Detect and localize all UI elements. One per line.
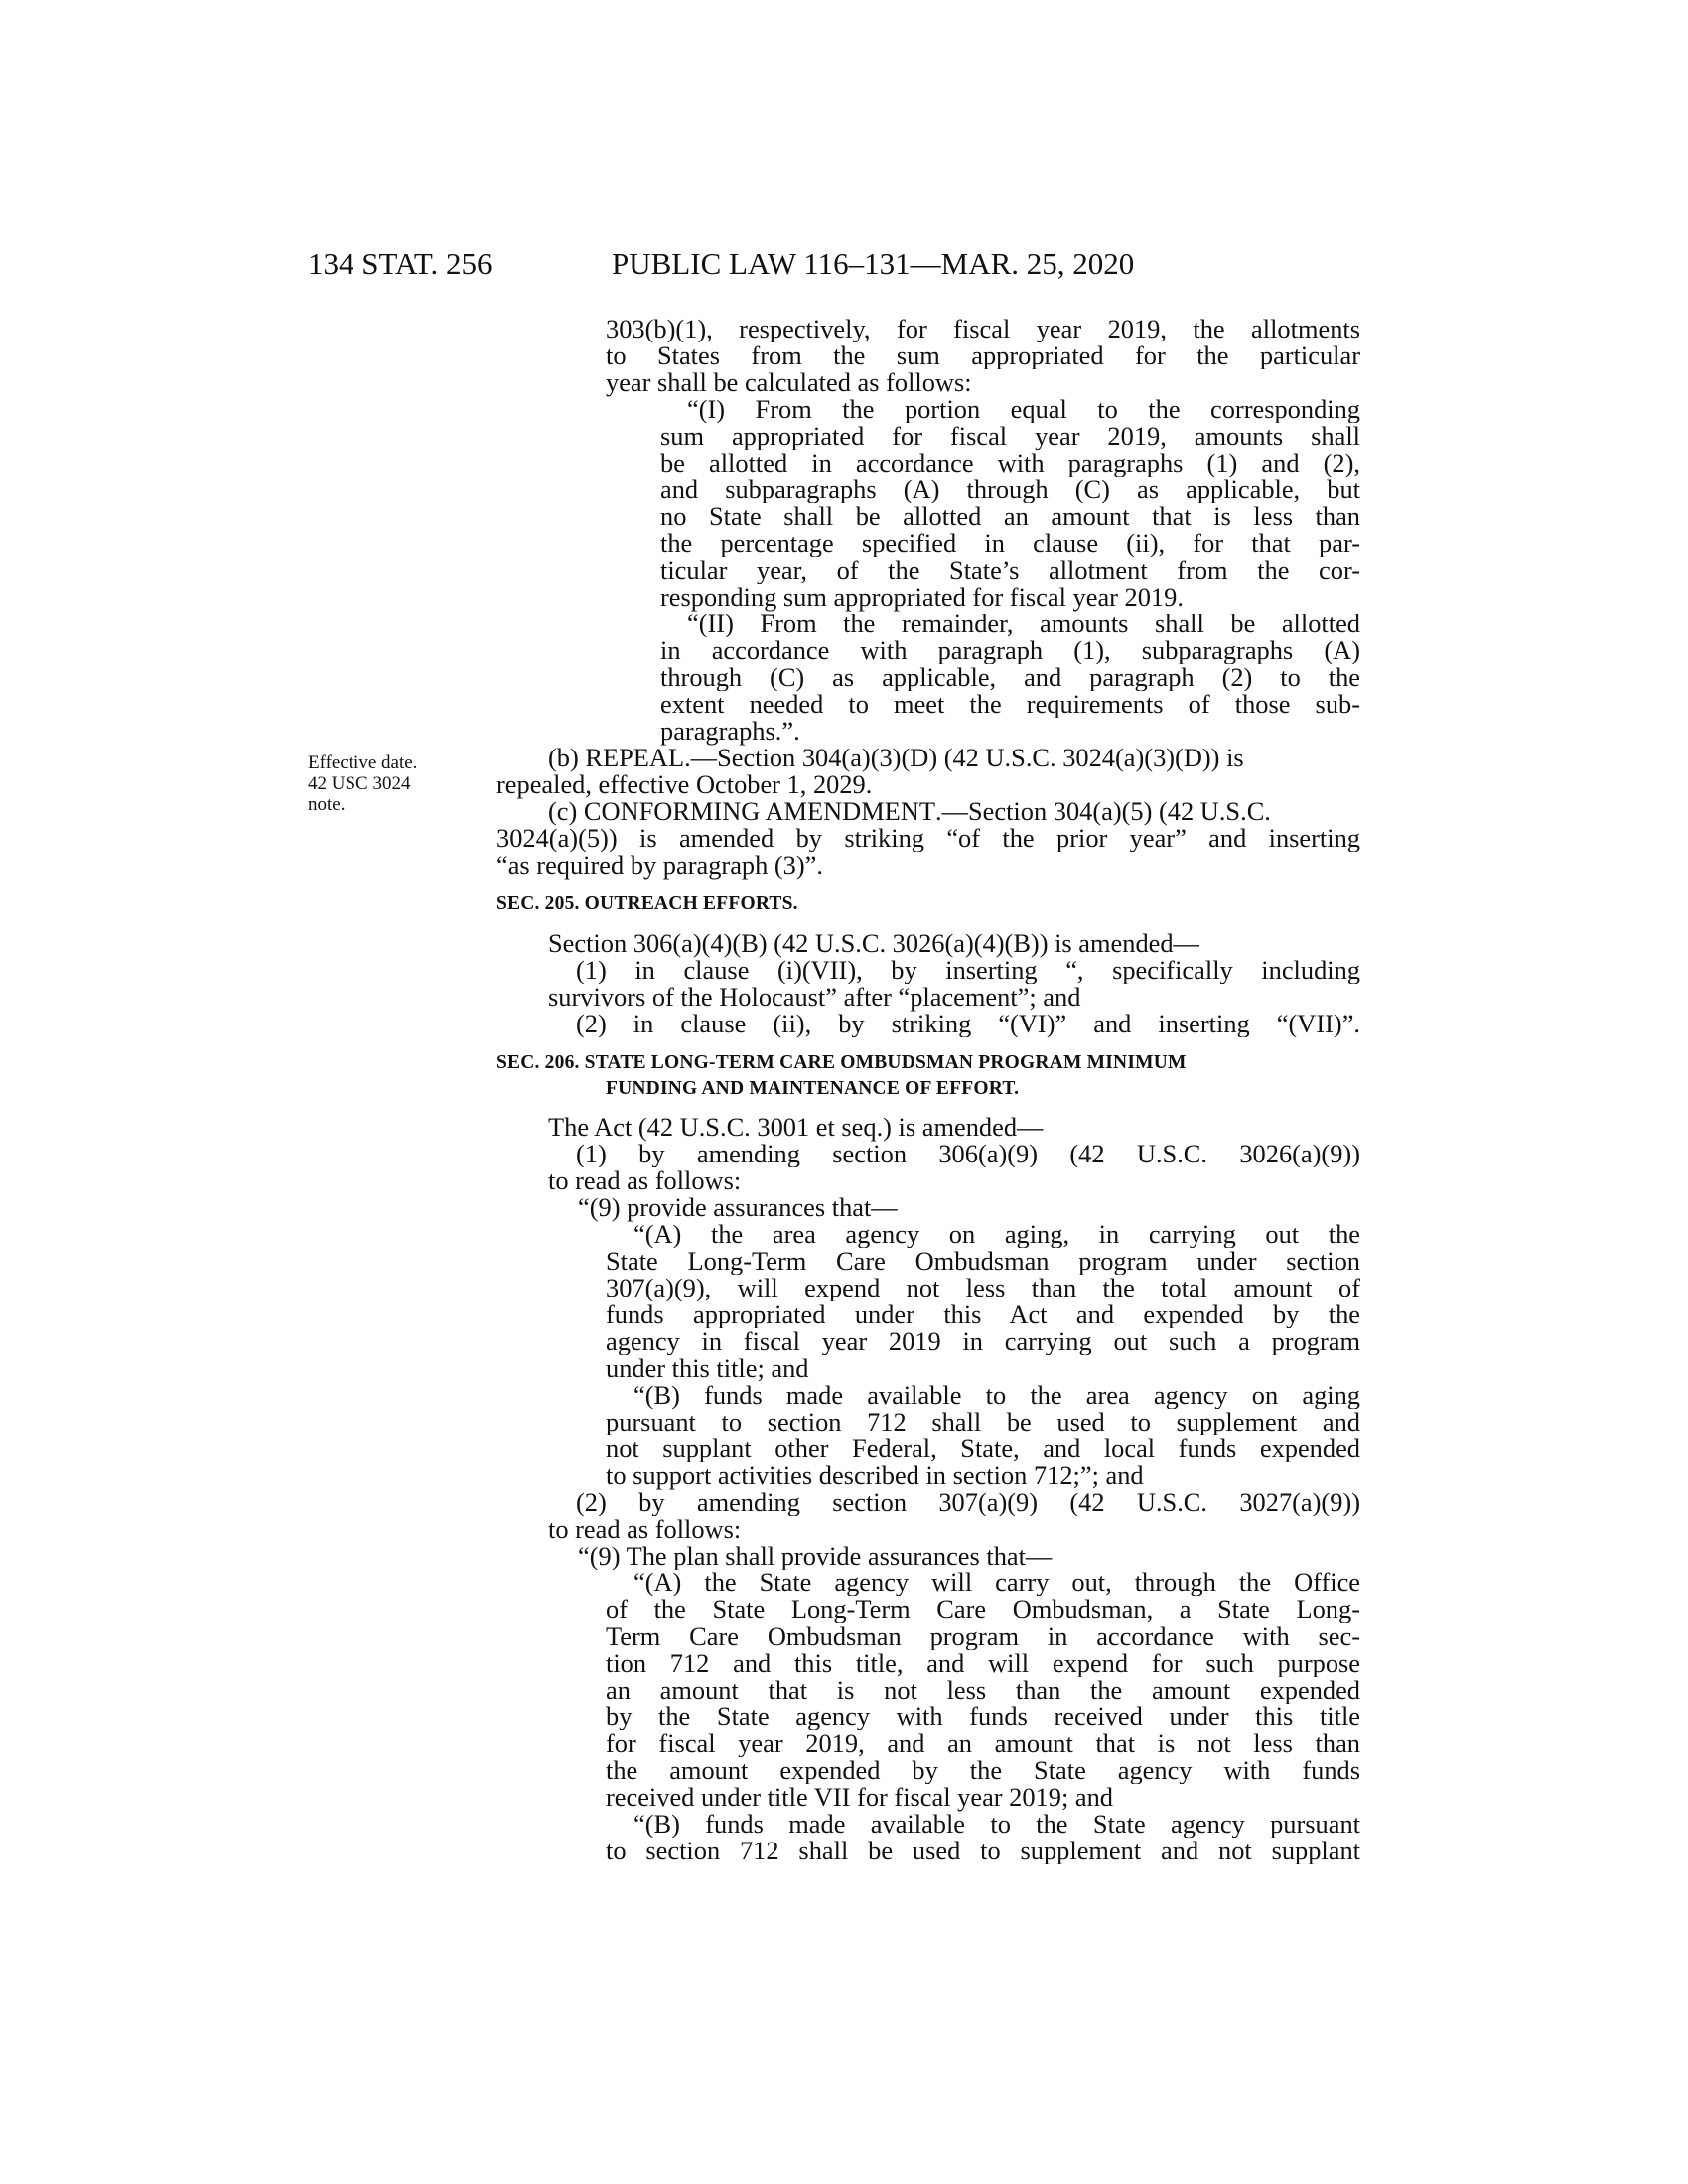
section-heading: FUNDING AND MAINTENANCE OF EFFORT. [606,1078,1020,1099]
margin-note-line: 42 USC 3024 [308,773,411,794]
text-line: “(II) From the remainder, amounts shall be allotted [687,611,1360,637]
text-line: survivors of the Holocaust” after “placement”; and [548,982,1081,1012]
text-line: ticular year, of the State’s allotment from the cor- [660,557,1360,584]
text-line: received under title VII for fiscal year 2019; and [606,1782,1113,1812]
text-line: (1) by amending section 306(a)(9) (42 U.S.C. 3026(a)(9)) [576,1141,1360,1167]
text-line: funds appropriated under this Act and expended by the [606,1301,1360,1328]
text-line: responding sum appropriated for fiscal year 2019. [660,582,1184,612]
text-line: by the State agency with funds received under this title [606,1704,1360,1730]
text-line: through (C) as applicable, and paragraph (2) to the [660,664,1360,691]
text-line: to read as follows: [548,1165,742,1195]
text-line: of the State Long-Term Care Ombudsman, a State Long- [606,1596,1360,1623]
text-line: “(9) The plan shall provide assurances that— [578,1541,1053,1570]
margin-note-line: note. [308,794,346,815]
subsection-text: .—Section 304(a)(3)(D) (42 U.S.C. 3024(a)(3)(D)) is [684,743,1244,772]
text-line: Term Care Ombudsman program in accordance with sec- [606,1623,1360,1650]
text-line: State Long-Term Care Ombudsman program under section [606,1248,1360,1275]
text-line: be allotted in accordance with paragraphs (1) and (2), [660,450,1360,477]
text-line: year shall be calculated as follows: [606,367,972,397]
text-line: pursuant to section 712 shall be used to supplement and [606,1409,1360,1435]
text-line: the percentage specified in clause (ii), for that par- [660,530,1360,557]
text-line: to read as follows: [548,1514,742,1544]
subsection-marker: (c) [548,796,584,826]
text-line: “(9) provide assurances that— [578,1192,898,1222]
text-line: repealed, effective October 1, 2029. [496,769,873,799]
text-line: for fiscal year 2019, and an amount that is not less than [606,1730,1360,1757]
section-heading: SEC. 205. OUTREACH EFFORTS. [496,893,798,914]
text-line: “(A) the area agency on aging, in carrying out the [633,1221,1360,1248]
text-line: 307(a)(9), will expend not less than the total amount of [606,1275,1360,1301]
text-line: no State shall be allotted an amount that is less than [660,503,1360,530]
text-line: tion 712 and this title, and will expend for such purpose [606,1650,1360,1677]
text-line: under this title; and [606,1353,809,1383]
text-line: “(B) funds made available to the area agency on aging [633,1382,1360,1409]
text-line: not supplant other Federal, State, and local funds expended [606,1435,1360,1462]
text-line: 303(b)(1), respectively, for fiscal year 2019, the allotments [606,316,1360,342]
text-line: “(I) From the portion equal to the corresponding [687,396,1360,423]
margin-note-line: Effective date. [308,752,418,773]
subsection-marker: (b) [548,743,586,772]
page-header [308,244,1360,284]
section-heading: SEC. 206. STATE LONG-TERM CARE OMBUDSMAN PROGRAM MINIMUM [496,1052,1187,1073]
text-line: “(A) the State agency will carry out, through the Office [633,1570,1360,1596]
text-line: (1) in clause (i)(VII), by inserting “, specifically including [576,957,1360,984]
text-line: the amount expended by the State agency with funds [606,1757,1360,1784]
text-line: “as required by paragraph (3)”. [496,850,823,880]
text-line: extent needed to meet the requirements of those sub- [660,691,1360,718]
text-line: and subparagraphs (A) through (C) as applicable, but [660,477,1360,503]
text-line: to States from the sum appropriated for the particular [606,342,1360,369]
text-line: Section 306(a)(4)(B) (42 U.S.C. 3026(a)(4)(B)) is amended— [548,928,1199,958]
text-line: paragraphs.”. [660,716,800,746]
text-line: an amount that is not less than the amount expended [606,1677,1360,1704]
text-line: to support activities described in section 712;”; and [606,1460,1144,1490]
text-line: “(B) funds made available to the State agency pursuant [633,1811,1360,1838]
text-line: 3024(a)(5)) is amended by striking “of the prior year” and inserting [496,825,1360,852]
subsection-heading: CONFORMING AMENDMENT [583,796,935,826]
text-line: The Act (42 U.S.C. 3001 et seq.) is amended— [548,1112,1044,1142]
text-line: to section 712 shall be used to supplement and not supplant [606,1838,1360,1864]
margin-note [308,752,467,815]
text-line: (2) in clause (ii), by striking “(VI)” and inserting “(VII)”. [576,1011,1360,1037]
text-line: agency in fiscal year 2019 in carrying out such a program [606,1328,1360,1355]
text-line [548,798,1360,825]
text-line: (2) by amending section 307(a)(9) (42 U.S.C. 3027(a)(9)) [576,1489,1360,1516]
text-line: in accordance with paragraph (1), subparagraphs (A) [660,637,1360,664]
subsection-text: .—Section 304(a)(5) (42 U.S.C. [935,796,1271,826]
text-line: sum appropriated for fiscal year 2019, amounts shall [660,423,1360,450]
statute-page-reference: 134 STAT. 256 [308,246,492,281]
text-line [548,745,1360,771]
running-head-title: PUBLIC LAW 116–131—MAR. 25, 2020 [612,246,1135,281]
subsection-heading: REPEAL [585,743,685,772]
